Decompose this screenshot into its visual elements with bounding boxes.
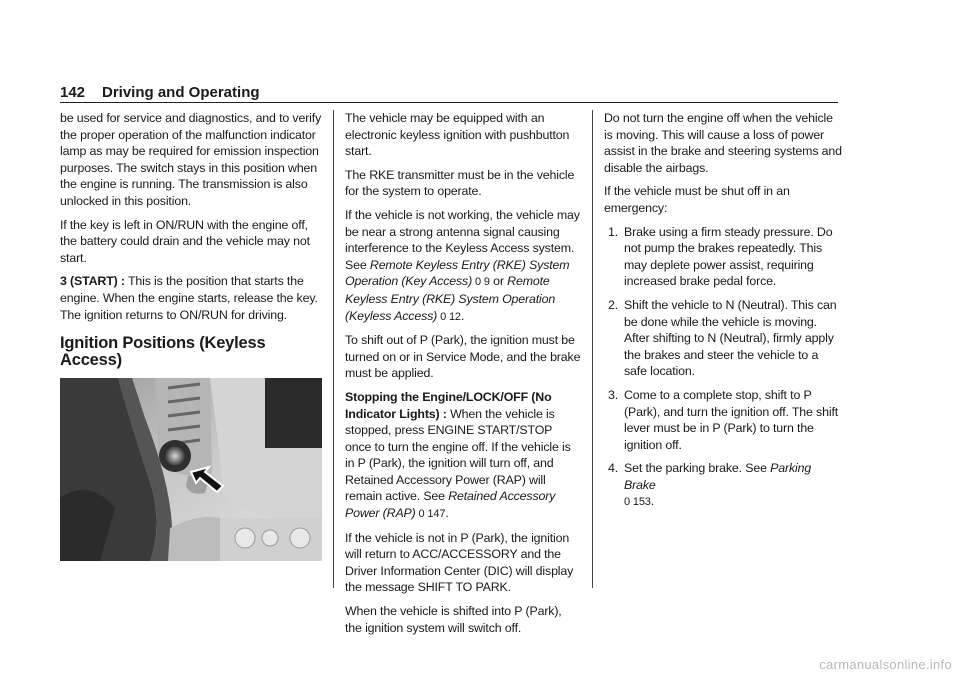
list-item <box>604 297 842 380</box>
cross-reference-link[interactable]: Remote Keyless Entry (RKE) System Operation (Keyless Access) <box>345 274 556 323</box>
paragraph: The RKE transmitter must be in the vehicle for the system to operate. <box>345 167 575 199</box>
column-divider <box>592 110 593 588</box>
page-reference[interactable]: 0 147 <box>415 508 446 521</box>
step-number: 4. <box>608 461 619 476</box>
paragraph <box>345 389 581 523</box>
page-reference[interactable]: 0 12 <box>437 310 461 323</box>
step-text: Shift the vehicle to N (Neutral). This can be done while the vehicle is moving. After shifting to N (Neutral), firmly apply the brakes and steer the vehicle to a safe location. <box>624 297 837 379</box>
step-number: 1. <box>608 224 619 239</box>
step-text: Brake using a firm steady pressure. Do not pump the brakes repeatedly. This may deplete power assist, requiring increased brake pedal force. <box>624 224 833 289</box>
step-text: Come to a complete stop, shift to P (Park), and turn the ignition off. The shift lever must be in P (Park) to turn the ignition off. <box>624 387 839 452</box>
paragraph <box>60 273 327 323</box>
term-start: 3 (START) : <box>60 274 125 289</box>
paragraph-text: . <box>445 506 449 521</box>
paragraph <box>345 207 581 325</box>
column-2 <box>345 110 581 643</box>
paragraph: When the vehicle is shifted into P (Park), the ignition system will switch off. <box>345 604 562 635</box>
step-number: 3. <box>608 387 619 402</box>
page-reference[interactable]: 0 9 <box>472 276 490 289</box>
column-divider <box>333 110 334 588</box>
page-header <box>60 84 840 102</box>
paragraph-text: or <box>489 274 508 289</box>
watermark: carmanualsonline.info <box>819 657 952 672</box>
term-stopping-engine: Stopping the Engine/LOCK/OFF (No Indicator Lights) : <box>345 389 552 421</box>
paragraph: If the vehicle must be shut off in an emergency: <box>604 184 790 215</box>
paragraph: Do not turn the engine off when the vehicle is moving. This will cause a loss of power assist in the brake and steering systems and disable the airbags. <box>604 111 842 175</box>
paragraph-text: This is the position that starts the engine. When the engine starts, release the key. The ignition returns to ON/RUN for driving. <box>60 274 318 322</box>
cross-reference-link[interactable]: Remote Keyless Entry (RKE) System Operation (Key Access) <box>345 257 570 289</box>
paragraph-text: . <box>460 308 465 323</box>
paragraph: The vehicle may be equipped with an electronic keyless ignition with pushbutton start. <box>345 111 570 159</box>
paragraph: If the key is left in ON/RUN with the engine off, the battery could drain and the vehicle may not start. <box>60 217 310 265</box>
paragraph: If the vehicle is not in P (Park), the ignition will return to ACC/ACCESSORY and the Driver Information Center (DIC) will display the message SHIFT TO PARK. <box>345 530 574 595</box>
list-item <box>604 387 842 453</box>
paragraph: To shift out of P (Park), the ignition must be turned on or in Service Mode, and the brake must be applied. <box>345 333 581 381</box>
column-3 <box>604 110 842 518</box>
paragraph-text: When the vehicle is stopped, press ENGINE START/STOP once to turn the engine off. If the vehicle is in P (Park), the ignition will turn off, and Retained Accessory Power (RAP) will remain active. See <box>345 406 571 504</box>
page-number: 142 <box>60 84 86 101</box>
step-text: . <box>650 494 655 509</box>
paragraph-text: If the vehicle is not working, the vehicle may be near a strong antenna signal causing interference to the Keyless Access system. See <box>345 207 580 272</box>
column-1 <box>60 110 327 561</box>
header-rule <box>60 102 838 103</box>
paragraph: be used for service and diagnostics, and to verify the proper operation of the malfunction indicator lamp as may be required for emission inspection purposes. The switch stays in this position when the engine is running. The transmission is also unlocked in this position. <box>60 111 322 208</box>
cross-reference-link[interactable]: Retained Accessory Power (RAP) <box>345 489 556 521</box>
list-item <box>604 460 842 511</box>
step-text: Set the parking brake. See <box>624 461 771 476</box>
section-heading: Ignition Positions (Keyless Access) <box>60 334 266 369</box>
keyless-ignition-photo <box>60 378 322 561</box>
step-number: 2. <box>608 297 619 312</box>
cross-reference-link[interactable]: Parking Brake <box>624 461 812 492</box>
list-item <box>604 224 842 290</box>
page-reference[interactable]: 0 153 <box>624 496 651 509</box>
emergency-steps-list <box>604 224 842 512</box>
section-title: Driving and Operating <box>102 84 260 101</box>
